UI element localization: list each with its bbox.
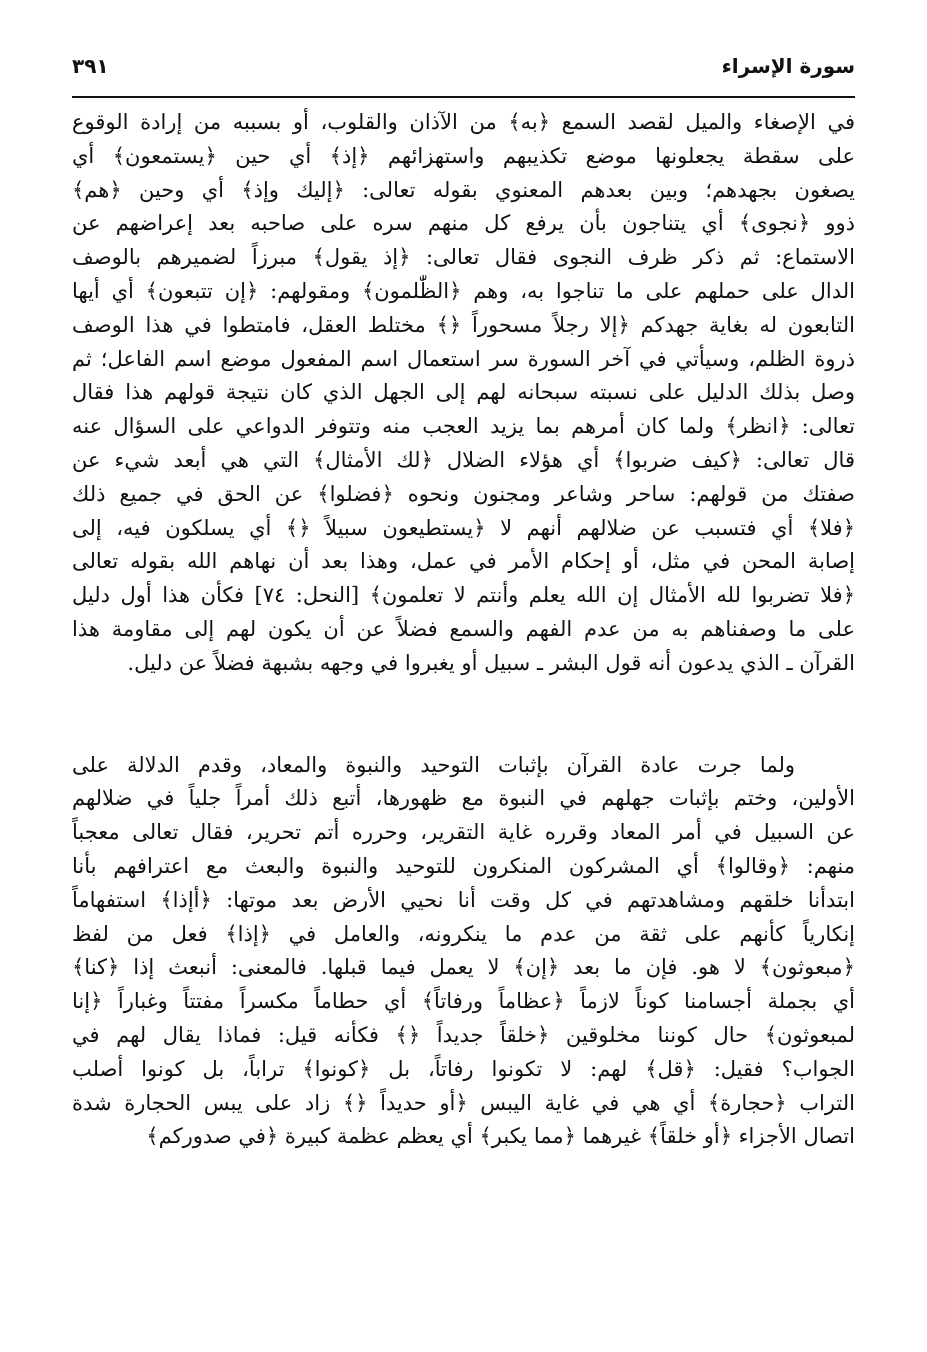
text-line: على سقطة يجعلونها موضع تكذيبهم واستهزائهم ﴿إذ﴾ أي حين ﴿يستمعون﴾ أي — [72, 143, 855, 168]
book-page — [72, 40, 855, 1330]
text-line: ﴿مبعوثون﴾ لا هو. فإن ما بعد ﴿إن﴾ لا يعمل فيما قبلها. فالمعنى: أنبعث إذا ﴿كنا﴾ — [72, 955, 855, 980]
text-line: القرآن ـ الذي يدعون أنه قول البشر ـ سبيل أو يغبروا في وجهه بشبهة فضلاً عن دليل. — [127, 650, 855, 675]
text-line: منهم: ﴿وقالوا﴾ أي المشركون المنكرون للتوحيد والنبوة والبعث مع اعترافهم بأنا — [72, 853, 855, 878]
body-text — [72, 106, 855, 1154]
text-line: ولما جرت عادة القرآن بإثبات التوحيد والنبوة والمعاد، وقدم الدلالة على — [72, 752, 795, 777]
page-number: ٣٩١ — [72, 54, 109, 78]
text-line: قال تعالى: ﴿كيف ضربوا﴾ أي هؤلاء الضلال ﴿لك الأمثال﴾ التي هي أبعد شيء عن — [72, 447, 855, 472]
text-line: إصابة المحن في مثل، أو إحكام الأمر في عمل، وهذا بعد أن نهاهم الله بقوله تعالى — [72, 549, 855, 574]
text-line: ﴿فلا﴾ أي فتسبب عن ضلالهم أنهم لا ﴿يستطيعون سبيلاً ﴿﴾ أي يسلكون فيه، إلى — [72, 515, 855, 540]
paragraph — [72, 749, 855, 1155]
text-line: صفتك من قولهم: ساحر وشاعر ومجنون ونحوه ﴿فضلوا﴾ عن الحق في جميع ذلك — [72, 481, 855, 506]
text-line: الأولين، وختم بإثبات جهلهم في النبوة مع ظهورها، أتبع ذلك أمراً جلياً في ضلالهم — [72, 786, 855, 811]
text-line: ابتدأنا خلقهم ومشاهدتهم في كل وقت أنا نحيي الأرض بعد موتها: ﴿أإذا﴾ استفهاماً — [72, 887, 855, 912]
text-line: الدال على حملهم على ما تناجوا به، وهم ﴿الظّٰلمون﴾ ومقولهم: ﴿إن تتبعون﴾ أي أيها — [72, 278, 855, 303]
text-line: في الإصغاء والميل لقصد السمع ﴿به﴾ من الآذان والقلوب، أو بسببه من إرادة الوقوع — [72, 110, 855, 134]
running-header — [72, 40, 855, 98]
text-line: ﴿فلا تضربوا لله الأمثال إن الله يعلم وأنتم لا تعلمون﴾ [النحل: ٧٤] فكأن هذا أول دليل — [72, 583, 855, 608]
paragraph-gap — [72, 681, 855, 749]
paragraph — [72, 106, 855, 681]
text-line: على ما وصفناهم به من عدم الفهم والسمع فضلاً عن أن يكون لهم إلى مقاومة هذا — [72, 616, 855, 641]
text-line: وصل بذلك الدليل على نسبته سبحانه لهم إلى الجهل الذي كان نتيجة قولهم هذا فقال — [72, 380, 855, 405]
text-line: الاستماع: ثم ذكر ظرف النجوى فقال تعالى: ﴿إذ يقول﴾ مبرزاً لضميرهم بالوصف — [72, 245, 855, 270]
text-line: إنكارياً كأنهم على ثقة من عدم ما ينكرونه، والعامل في ﴿إذا﴾ فعل من لفظ — [72, 921, 855, 946]
text-line: التراب ﴿حجارة﴾ أي هي في غاية اليبس ﴿أو حديداً ﴿﴾ زاد على يبس الحجارة شدة — [72, 1090, 855, 1115]
text-line: عن السبيل في أمر المعاد وقرره غاية التقرير، وحرره أتم تحرير، فقال تعالى معجباً — [72, 820, 855, 845]
text-line: اتصال الأجزاء ﴿أو خلقاً﴾ غيرهما ﴿مما يكبر﴾ أي يعظم عظمة كبيرة ﴿في صدوركم﴾ — [146, 1124, 855, 1149]
surah-title: سورة الإسراء — [721, 54, 855, 78]
text-line: التابعون له بغاية جهدكم ﴿إلا رجلاً مسحوراً ﴿﴾ مختلط العقل، فامتطوا في هذا الوصف — [72, 312, 855, 337]
text-line: لمبعوثون﴾ حال كوننا مخلوقين ﴿خلقاً جديداً ﴿﴾ فكأنه قيل: فماذا يقال لهم في — [72, 1022, 855, 1047]
text-line: ذروة الظلم، وسيأتي في آخر السورة سر استعمال اسم المفعول موضع اسم الفاعل؛ ثم — [72, 346, 855, 371]
text-line: ذوو ﴿نجوى﴾ أي يتناجون بأن يرفع كل منهم سره على صاحبه بعد إعراضهم عن — [72, 211, 855, 236]
text-line: يصغون بجهدهم؛ وبين بعدهم المعنوي بقوله تعالى: ﴿إليك وإذ﴾ أي وحين ﴿هم﴾ — [72, 177, 855, 202]
text-line: الجواب؟ فقيل: ﴿قل﴾ لهم: لا تكونوا رفاتاً، بل ﴿كونوا﴾ تراباً، بل كونوا أصلب — [72, 1056, 855, 1081]
text-line: أي بجملة أجسامنا كوناً لازماً ﴿عظاماً ورفاتاً﴾ أي حطاماً مكسراً مفتتاً وغباراً ﴿إنا — [72, 989, 855, 1014]
text-line: تعالى: ﴿انظر﴾ ولما كان أمرهم بما يزيد العجب منه وتتوفر الدواعي على السؤال عنه — [72, 414, 855, 439]
